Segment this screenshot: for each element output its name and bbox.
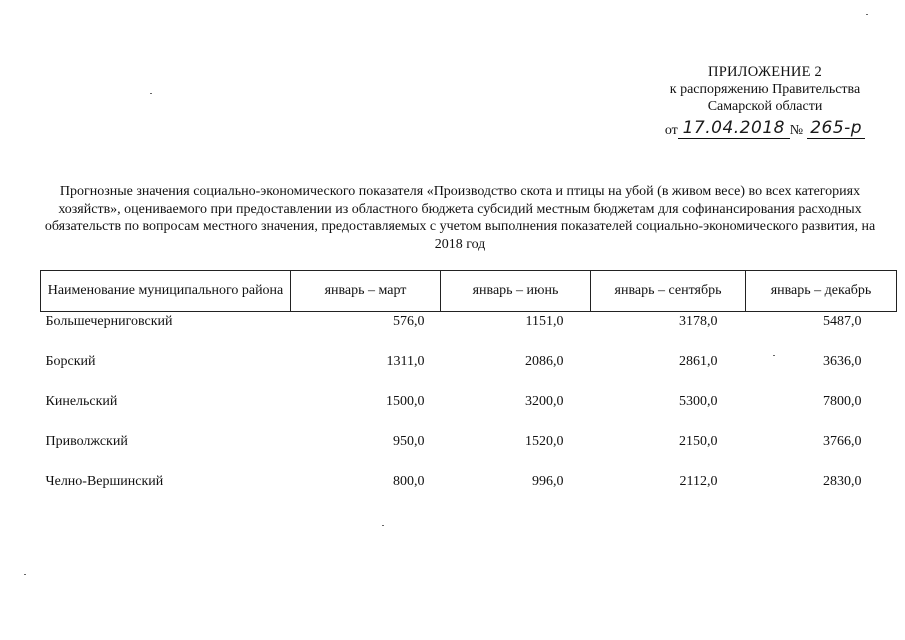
value-jan-dec: 3766,0 — [823, 434, 862, 449]
order-date-handwritten: 17.04.2018 — [678, 119, 790, 139]
table-row — [41, 312, 897, 354]
value-jan-mar: 576,0 — [393, 314, 425, 329]
value-jan-dec: 5487,0 — [823, 314, 862, 329]
district-name: Челно-Вершинский — [45, 474, 164, 489]
scan-speck — [866, 14, 868, 15]
value-jan-mar: 950,0 — [393, 434, 425, 449]
value-jan-dec: 2830,0 — [823, 474, 862, 489]
value-jan-sep: 3178,0 — [679, 314, 718, 329]
order-reference — [640, 117, 890, 139]
value-jan-jun: 2086,0 — [525, 354, 564, 369]
value-jan-dec: 7800,0 — [823, 394, 862, 409]
scan-speck — [773, 355, 775, 356]
forecast-table — [40, 270, 897, 513]
order-number-label: № — [789, 123, 804, 138]
table-row — [41, 433, 897, 473]
district-name: Большечерниговский — [45, 314, 173, 329]
district-name: Кинельский — [45, 394, 118, 409]
annex-header — [640, 64, 890, 139]
order-number-handwritten: 265-р — [807, 119, 865, 139]
value-jan-mar: 800,0 — [393, 474, 425, 489]
table-row — [41, 393, 897, 433]
annex-line-region: Самарской области — [707, 99, 823, 114]
value-jan-mar: 1311,0 — [386, 354, 425, 369]
value-jan-dec: 3636,0 — [823, 354, 862, 369]
value-jan-jun: 3200,0 — [525, 394, 564, 409]
value-jan-sep: 2861,0 — [679, 354, 718, 369]
value-jan-sep: 2112,0 — [679, 474, 718, 489]
value-jan-mar: 1500,0 — [386, 394, 425, 409]
order-from-label: от — [664, 123, 678, 138]
district-name: Борский — [45, 354, 96, 369]
value-jan-jun: 996,0 — [532, 474, 564, 489]
header-jan-sep: январь – сентябрь — [591, 271, 746, 312]
scan-speck — [382, 525, 384, 526]
value-jan-jun: 1520,0 — [525, 434, 564, 449]
annex-line-order: к распоряжению Правительства — [669, 82, 861, 97]
district-name: Приволжский — [45, 434, 128, 449]
table-row — [41, 353, 897, 393]
header-jan-dec: январь – декабрь — [746, 271, 897, 312]
value-jan-jun: 1151,0 — [525, 314, 564, 329]
table-header-row — [41, 271, 897, 312]
header-jan-jun: январь – июнь — [441, 271, 591, 312]
document-title: Прогнозные значения социально-экономического показателя «Производство скота и птицы на убой (в живом весе) во всех категориях хозяйств», оцениваемого при предоставлении из областного бюджета субсидий местным бюджетам для софинансирования расходных обязательств по вопросам местного значения, предоставляемых с учетом выполнения показателей социально-экономического развития, на 2018 год — [44, 184, 876, 252]
value-jan-sep: 2150,0 — [679, 434, 718, 449]
header-jan-mar: январь – март — [291, 271, 441, 312]
table-row — [41, 473, 897, 513]
value-jan-sep: 5300,0 — [679, 394, 718, 409]
header-district: Наименование муниципального района — [41, 271, 291, 312]
scan-speck — [150, 93, 152, 94]
annex-title: ПРИЛОЖЕНИЕ 2 — [708, 64, 822, 80]
scan-speck — [24, 574, 26, 575]
